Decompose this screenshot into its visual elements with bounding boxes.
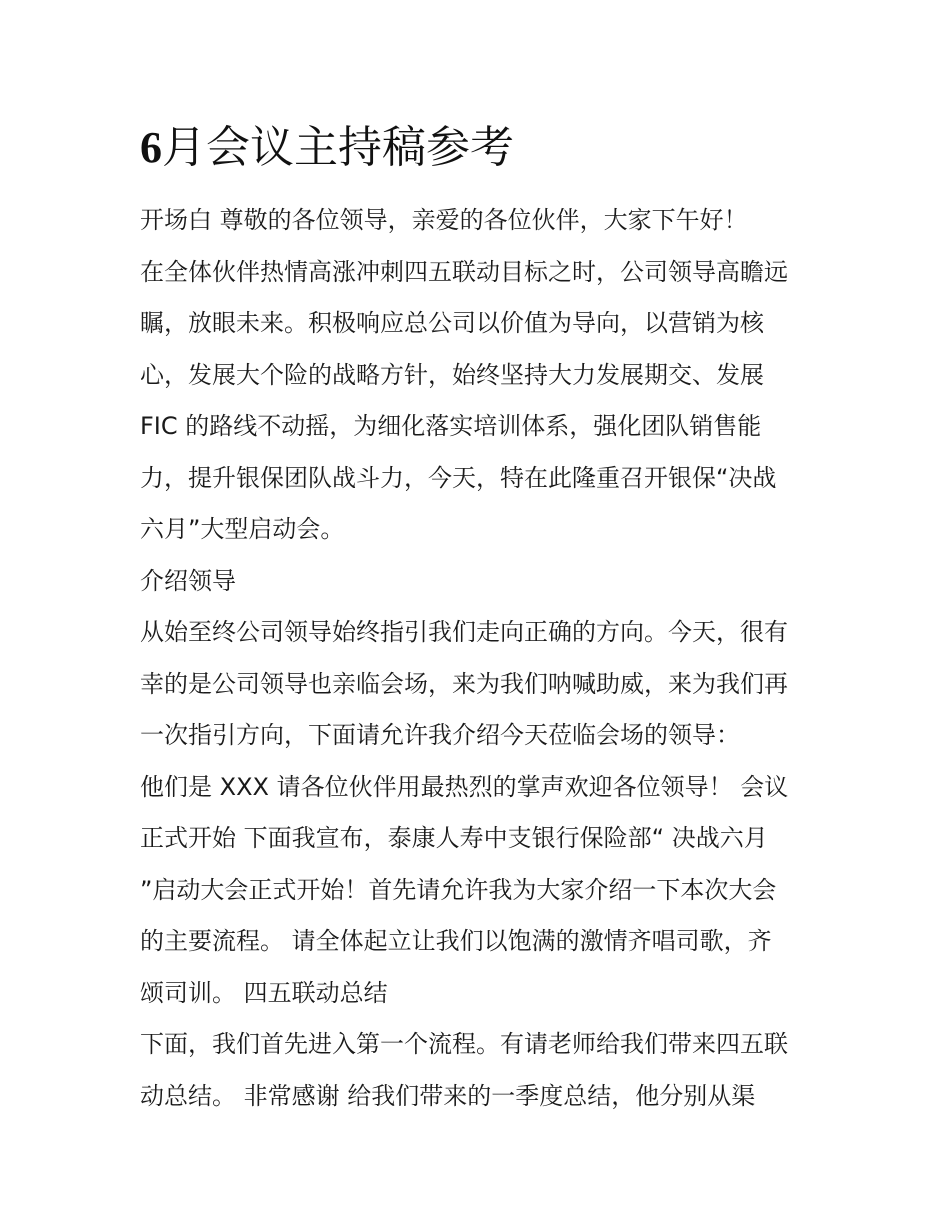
body-line: ”启动大会正式开始！首先请允许我为大家介绍一下本次大会 xyxy=(140,875,777,904)
title-number: 6 xyxy=(140,123,162,172)
body-line: 他们是 XXX 请各位伙伴用最热烈的掌声欢迎各位领导！ 会议 xyxy=(140,772,789,801)
section-heading: 介绍领导 xyxy=(140,566,236,595)
body-line: 正式开始 下面我宣布，泰康人寿中支银行保险部“ 决战六月 xyxy=(140,824,768,852)
body-line: FIC 的路线不动摇，为细化落实培训体系，强化团队销售能 xyxy=(140,412,762,440)
body-line: 幸的是公司领导也亲临会场，来为我们呐喊助威，来为我们再 xyxy=(140,669,788,698)
document-body xyxy=(140,195,820,1122)
body-line: 动总结。 非常感谢 给我们带来的一季度总结，他分别从渠 xyxy=(140,1081,756,1110)
body-line: 一次指引方向，下面请允许我介绍今天莅临会场的领导： xyxy=(140,721,740,749)
body-line: 开场白 尊敬的各位领导，亲爱的各位伙伴，大家下午好！ xyxy=(140,206,748,234)
body-line: 在全体伙伴热情高涨冲刺四五联动目标之时，公司领导高瞻远 xyxy=(140,257,788,286)
body-line: 瞩，放眼未来。积极响应总公司以价值为导向，以营销为核 xyxy=(140,309,764,337)
document-title xyxy=(140,118,514,178)
body-line: 下面，我们首先进入第一个流程。有请老师给我们带来四五联 xyxy=(140,1030,788,1058)
body-line: 心，发展大个险的战略方针，始终坚持大力发展期交、发展 xyxy=(140,360,764,389)
body-line: 颂司训。 四五联动总结 xyxy=(140,978,388,1007)
body-line: 从始至终公司领导始终指引我们走向正确的方向。今天，很有 xyxy=(140,618,788,646)
body-line: 力，提升银保团队战斗力，今天，特在此隆重召开银保“决战 xyxy=(140,463,777,492)
body-line: 六月”大型启动会。 xyxy=(140,515,345,543)
body-line: 的主要流程。 请全体起立让我们以饱满的激情齐唱司歌，齐 xyxy=(140,927,772,955)
title-text: 月会议主持稿参考 xyxy=(162,122,514,173)
